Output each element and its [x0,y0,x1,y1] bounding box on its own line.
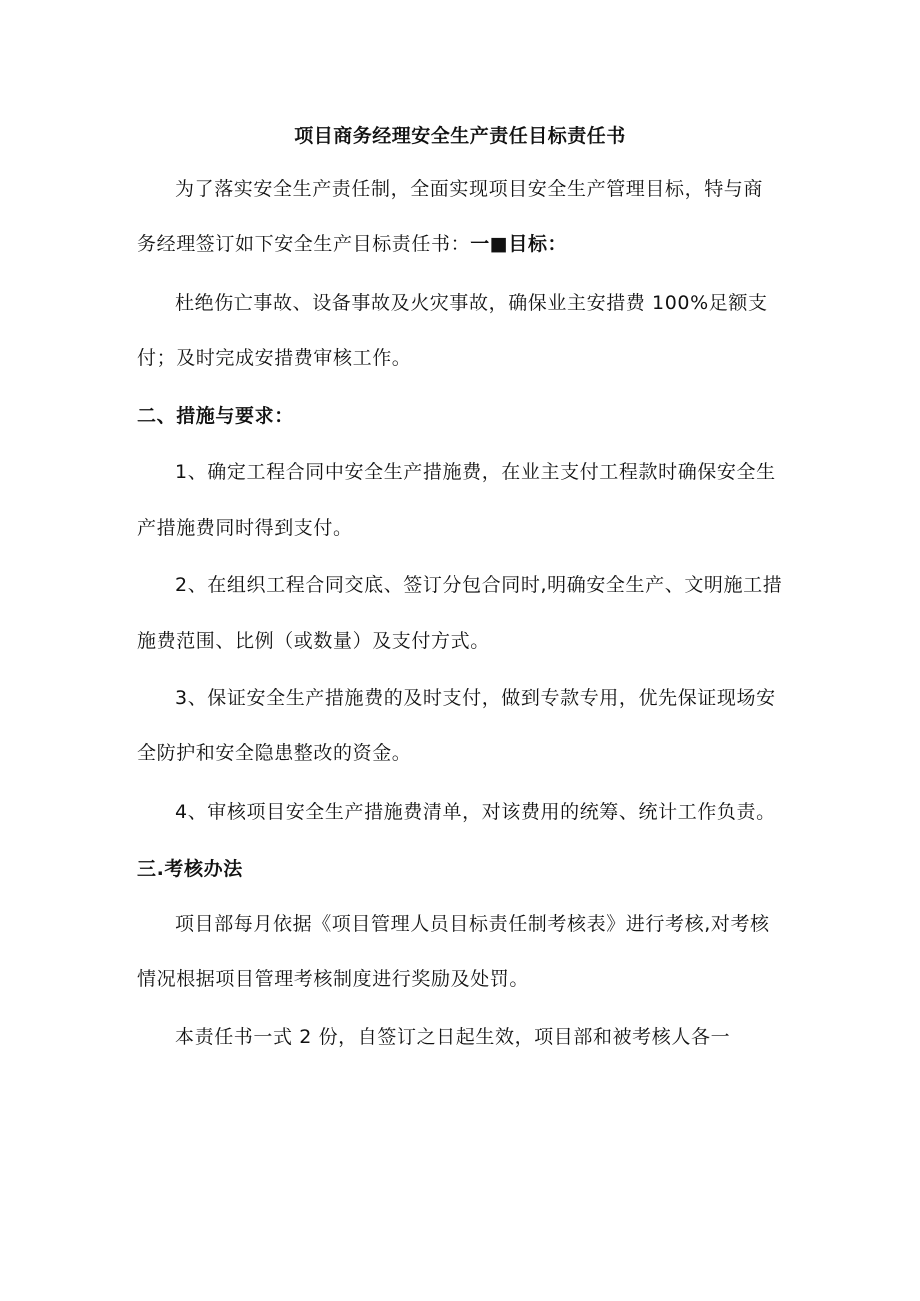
closing-paragraph-line-1: 本责任书一式 2 份，自签订之日起生效，项目部和被考核人各一 [175,1026,731,1048]
section-1-heading: 一■目标： [470,233,568,255]
section-2-heading: 二、措施与要求： [137,405,294,427]
item-4-line-1: 4、审核项目安全生产措施费清单，对该费用的统筹、统计工作负责。 [175,801,776,823]
section-3-heading: 三.考核办法 [137,858,243,880]
intro-paragraph-line-2 [137,232,797,256]
assessment-paragraph-line-2: 情况根据项目管理考核制度进行奖励及处罚。 [137,968,530,990]
item-1-line-1: 1、确定工程合同中安全生产措施费，在业主支付工程款时确保安全生 [175,461,776,483]
intro-paragraph-text: 务经理签订如下安全生产目标责任书： [137,233,471,255]
item-3-line-2: 全防护和安全隐患整改的资金。 [137,742,412,764]
item-3-line-1: 3、保证安全生产措施费的及时支付，做到专款专用，优先保证现场安 [175,687,776,709]
item-2-line-2: 施费范围、比例（或数量）及支付方式。 [137,630,490,652]
goal-paragraph-line-1: 杜绝伤亡事故、设备事故及火灾事故，确保业主安措费 100%足额支 [175,292,768,314]
document-title: 项目商务经理安全生产责任目标责任书 [294,125,626,147]
item-2-line-1: 2、在组织工程合同交底、签订分包合同时,明确安全生产、文明施工措 [175,574,783,596]
intro-paragraph-line-1: 为了落实安全生产责任制，全面实现项目安全生产管理目标，特与商 [175,178,764,200]
item-1-line-2: 产措施费同时得到支付。 [137,517,353,539]
goal-paragraph-line-2: 付；及时完成安措费审核工作。 [137,347,412,369]
assessment-paragraph-line-1: 项目部每月依据《项目管理人员目标责任制考核表》进行考核,对考核 [175,913,770,935]
